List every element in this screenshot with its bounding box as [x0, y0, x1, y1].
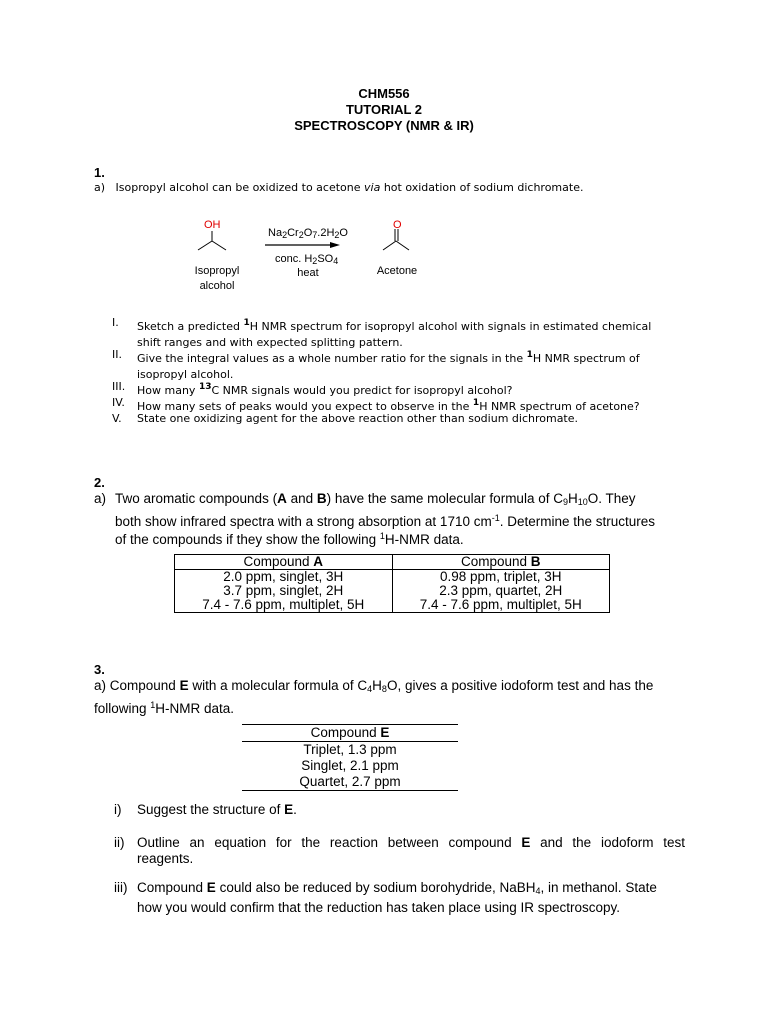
- isopropyl-bond-right: [212, 241, 226, 250]
- compound-e-table: [242, 724, 458, 791]
- sub-4: 4: [367, 684, 373, 694]
- table-header-row: [242, 725, 458, 742]
- q1a-post: hot oxidation of sodium dichromate.: [380, 181, 584, 194]
- header-e-bold: E: [380, 725, 390, 740]
- item-text: [137, 347, 697, 383]
- q2-text-c: ) have the same molecular formula of C: [326, 491, 563, 506]
- q3-text-d: following: [94, 700, 151, 716]
- sub-ii-b: and the iodoform test: [530, 835, 685, 850]
- q3-h: H: [372, 678, 382, 693]
- superscript: 1: [243, 318, 250, 328]
- table-cell: Triplet, 1.3 ppm: [303, 742, 397, 757]
- sub-2d: 2: [312, 256, 318, 266]
- q2-text-h: H-NMR data.: [384, 532, 464, 547]
- item-text: [137, 315, 697, 351]
- item-number: III.: [112, 380, 126, 393]
- question-3-text: [94, 678, 684, 716]
- table-row: [175, 584, 610, 598]
- reagent-cr: Cr: [287, 227, 299, 239]
- q2-text-g: of the compounds if they show the following: [115, 532, 380, 547]
- q3-text-b: with a molecular formula of C: [188, 678, 368, 693]
- sub-2: 2: [282, 230, 288, 240]
- header-a-bold: A: [313, 554, 324, 569]
- item-number: V.: [112, 412, 122, 425]
- compound-ab-table: [174, 554, 610, 613]
- sub-i-pre: Suggest the structure of: [137, 802, 285, 817]
- header-e-pre: Compound: [310, 725, 381, 740]
- topic-title: SPECTROSCOPY (NMR & IR): [294, 118, 474, 133]
- item-text-b: H NMR spectrum for isopropyl alcohol with signals in estimated chemical: [249, 320, 652, 333]
- table-cell: 0.98 ppm, triplet, 3H: [392, 570, 610, 585]
- hydroxyl-label: OH: [204, 219, 221, 231]
- sub-question-i-text: [137, 802, 297, 818]
- acetone-bond-left: [383, 241, 396, 250]
- sub-2c: 2: [334, 230, 340, 240]
- superscript: 13: [198, 382, 212, 392]
- superscript: 1: [526, 350, 533, 360]
- reagent-o2: O: [339, 227, 348, 239]
- table-header-row: [175, 555, 610, 570]
- table-cell: Singlet, 2.1 ppm: [301, 758, 399, 773]
- course-code: CHM556: [358, 86, 410, 101]
- compound-e-label: E: [179, 678, 189, 693]
- question-3-number: 3.: [94, 662, 105, 677]
- part-letter: a): [94, 181, 106, 194]
- isopropyl-bond-left: [198, 241, 212, 250]
- item-number: IV.: [112, 396, 125, 409]
- reagent-top: [268, 227, 348, 240]
- q2-text-d: O. They: [587, 491, 636, 506]
- sub-9: 9: [562, 497, 568, 507]
- sub-i-post: .: [293, 802, 297, 817]
- sub-ii-line1: [137, 835, 685, 851]
- table-cell: 7.4 - 7.6 ppm, multiplet, 5H: [175, 598, 393, 613]
- item-text-c: shift ranges and with expected splitting pattern.: [137, 336, 403, 349]
- sup-neg1: -1: [491, 512, 500, 523]
- sub-10: 10: [577, 497, 588, 507]
- q1a-pre: Isopropyl alcohol can be oxidized to acetone: [115, 181, 365, 194]
- q2-text-b: and: [286, 491, 317, 506]
- table-cell: 7.4 - 7.6 ppm, multiplet, 5H: [392, 598, 610, 613]
- item-text-c: isopropyl alcohol.: [137, 368, 234, 381]
- cond-h: conc. H: [275, 253, 313, 265]
- item-text-b: C NMR signals would you predict for isopropyl alcohol?: [211, 384, 513, 397]
- q3-text-e: H-NMR data.: [155, 700, 235, 716]
- sub-question-ii-text: [137, 835, 685, 866]
- table-row: [242, 742, 458, 759]
- header-b-bold: B: [530, 554, 541, 569]
- sub-2b: 2: [298, 230, 304, 240]
- reagent-o: O: [303, 227, 313, 239]
- sup-1: 1: [150, 699, 156, 710]
- header-b-pre: Compound: [460, 554, 531, 569]
- question-1a-text: [94, 181, 583, 194]
- header-compound-e: [242, 725, 458, 742]
- reagent-2h: .2H: [317, 227, 335, 239]
- sub-ii-bold: E: [521, 835, 531, 850]
- item-text-a: How many: [137, 384, 199, 397]
- sub-ii-line2: reagents.: [137, 850, 194, 866]
- table-cell: 3.7 ppm, singlet, 2H: [175, 584, 393, 598]
- superscript: 1: [472, 398, 480, 408]
- reagent-na: Na: [268, 227, 283, 239]
- table-row: [175, 598, 610, 613]
- acetone-bond-right: [396, 241, 409, 250]
- question-2-number: 2.: [94, 475, 105, 490]
- table-row: [175, 570, 610, 585]
- item-number: I.: [112, 316, 119, 329]
- sub-iii-a: Compound: [137, 880, 207, 895]
- header-compound-b: [392, 555, 610, 570]
- sub-7: 7: [312, 230, 318, 240]
- header-compound-a: [175, 555, 393, 570]
- sub-iii-line2: how you would confirm that the reduction has taken place using IR spectroscopy.: [137, 899, 621, 915]
- q3-text-c: O, gives a positive iodoform test and has the: [386, 678, 654, 693]
- table-cell: Quartet, 2.7 ppm: [242, 774, 458, 791]
- question-2-letter: a): [94, 491, 107, 506]
- question-2-text: [115, 491, 685, 548]
- item-text-b: H NMR spectrum of: [532, 352, 640, 365]
- compound-a-label: A: [277, 491, 287, 506]
- reactant-name-line2: alcohol: [199, 280, 235, 292]
- item-text-a: Give the integral values as a whole number ratio for the signals in the: [137, 352, 527, 365]
- sub-question-i-number: i): [114, 802, 122, 817]
- item-text: State one oxidizing agent for the above reaction other than sodium dichromate.: [137, 412, 579, 425]
- item-text-a: How many sets of peaks would you expect to observe in the: [137, 400, 473, 413]
- compound-b-label: B: [316, 491, 327, 506]
- sub-iii-b: could also be reduced by sodium borohydride, NaBH: [215, 880, 536, 895]
- sub-iii-bold: E: [206, 880, 216, 895]
- carbonyl-oxygen-label: O: [393, 219, 402, 231]
- reagent-heat: heat: [297, 267, 319, 279]
- item-text-b: H NMR spectrum of acetone?: [479, 400, 640, 413]
- reactant-name-line1: Isopropyl: [194, 265, 240, 277]
- sub-question-iii-number: iii): [114, 880, 128, 895]
- q1a-italic: via: [364, 181, 381, 194]
- reagent-conditions: [275, 253, 338, 266]
- product-name: Acetone: [376, 265, 418, 277]
- sup-1: 1: [379, 531, 385, 541]
- table-cell: 2.0 ppm, singlet, 3H: [175, 570, 393, 585]
- sub-i-bold: E: [284, 802, 294, 817]
- sub-iii-c: , in methanol. State: [540, 880, 657, 895]
- table-row: [242, 758, 458, 774]
- cond-so: SO: [317, 253, 334, 265]
- item-number: II.: [112, 348, 122, 361]
- q2-h: H: [567, 491, 578, 506]
- question-1-items: [112, 315, 692, 435]
- table-row: [242, 774, 458, 791]
- header-a-pre: Compound: [243, 554, 314, 569]
- sub-iii-sub4: 4: [535, 886, 541, 896]
- sub-4: 4: [333, 256, 339, 266]
- table-cell: 2.3 ppm, quartet, 2H: [392, 584, 610, 598]
- question-1-number: 1.: [94, 165, 105, 180]
- q2-text-e: both show infrared spectra with a strong absorption at 1710 cm: [115, 513, 492, 529]
- q2-text-f: . Determine the structures: [499, 513, 656, 529]
- sub-question-iii-text: [137, 880, 685, 915]
- q3-text-a: a) Compound: [94, 678, 180, 693]
- tutorial-title: TUTORIAL 2: [345, 102, 423, 117]
- item-text-a: Sketch a predicted: [137, 320, 244, 333]
- reaction-arrow-head: [330, 242, 340, 248]
- sub-question-ii-number: ii): [114, 835, 125, 850]
- q2-text-a: Two aromatic compounds (: [115, 491, 278, 506]
- sub-8: 8: [381, 684, 387, 694]
- sub-ii-a: Outline an equation for the reaction between compound: [137, 835, 522, 850]
